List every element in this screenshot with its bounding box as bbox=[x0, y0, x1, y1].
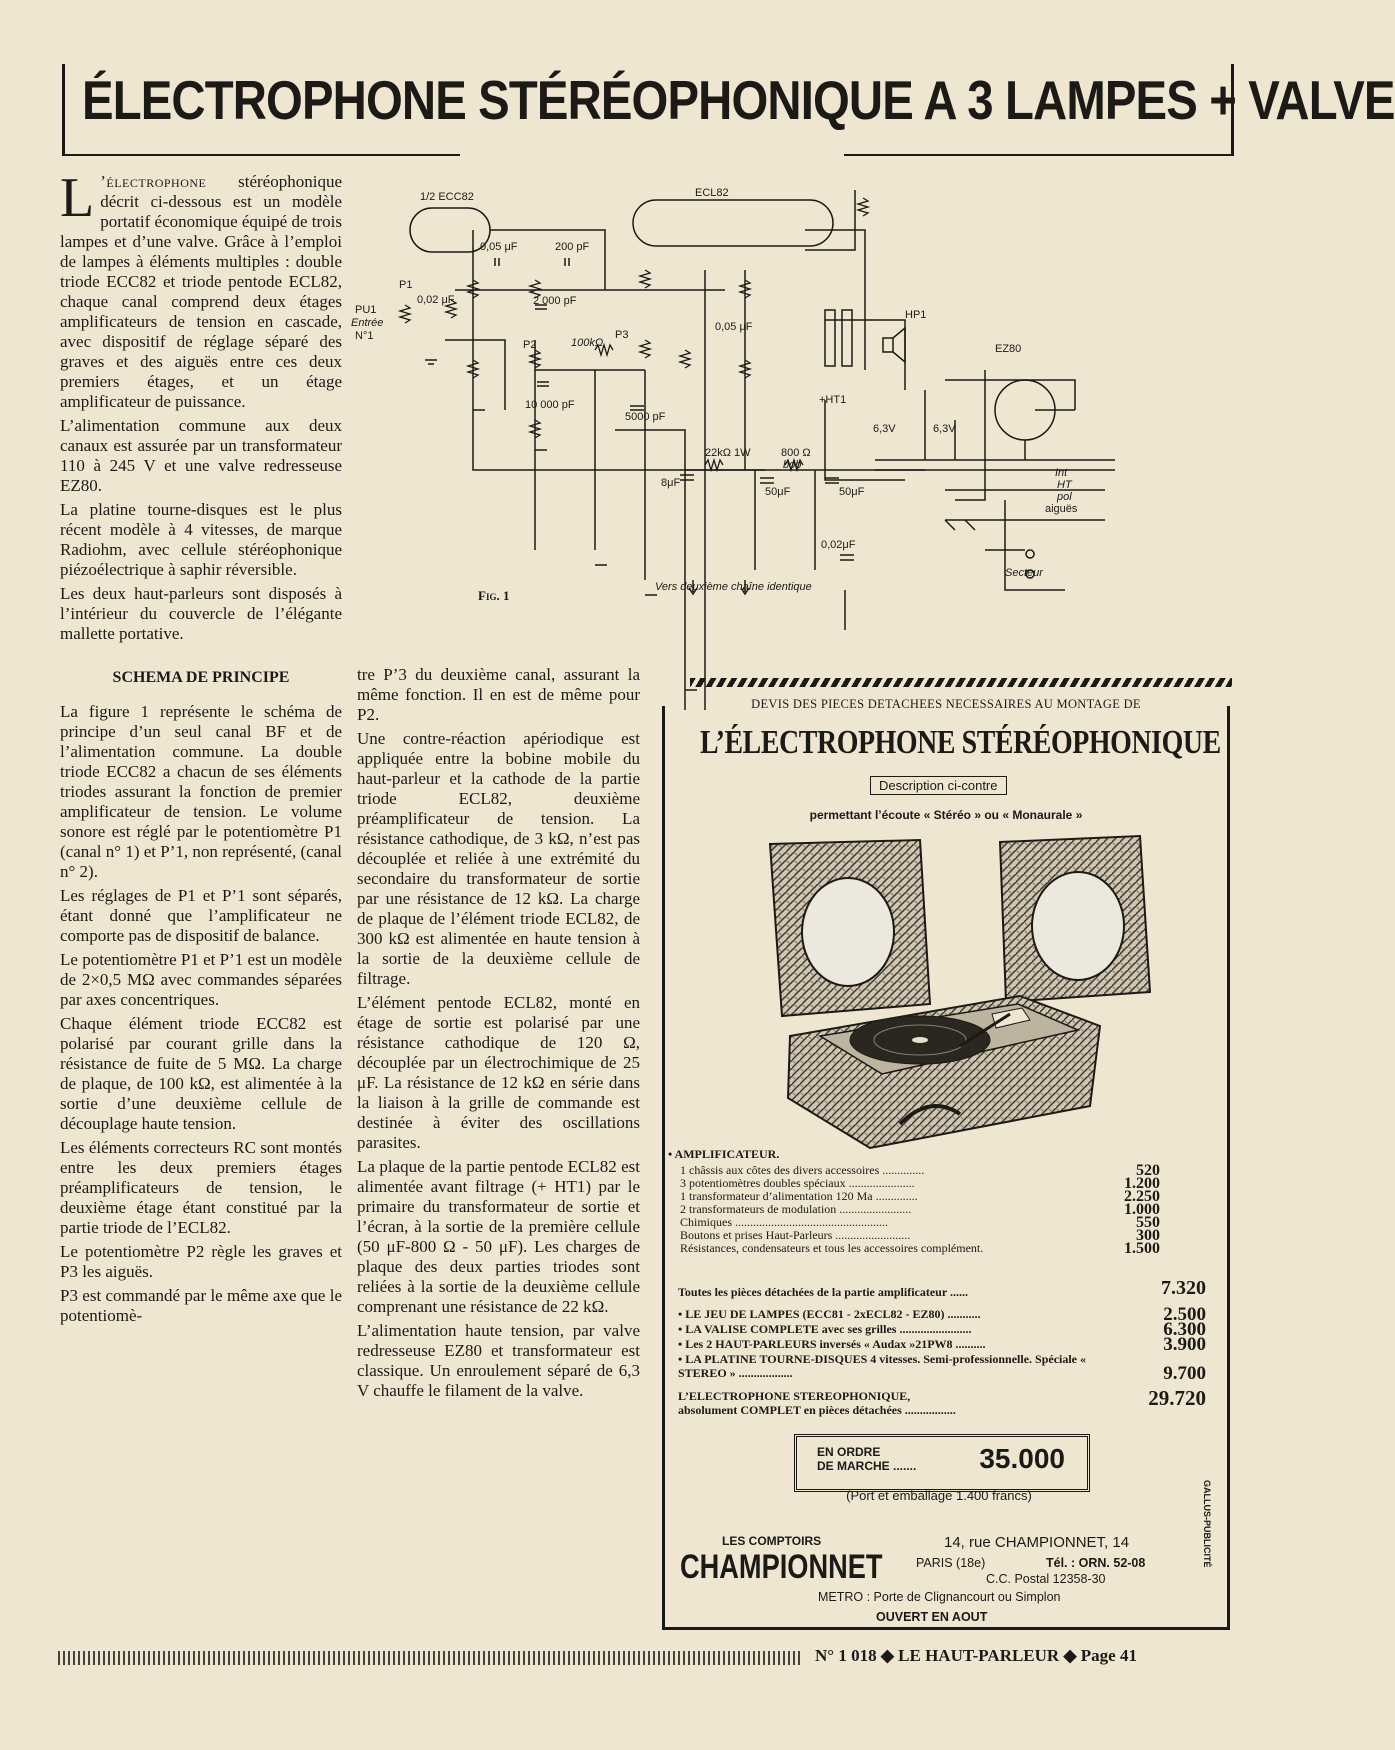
paragraph: Chaque élément triode ECC82 est polarisé par courant grille dans la résistance de fuite de 5 MΩ. La charge de plaque, de 100 kΩ, est alimentée à la sortie d’une deuxième cellule de découplage haute tension. bbox=[60, 1014, 342, 1133]
complete-kit-price: L’ELECTROPHONE STEREOPHONIQUE, absolument COMPLET en pièces détachées ................. 29.720 bbox=[678, 1386, 1206, 1417]
intro-smallcaps: ’électrophone bbox=[100, 172, 207, 191]
price-row: • LA VALISE COMPLETE avec ses grilles ........................ 6.300 bbox=[678, 1319, 1206, 1340]
label-vers: Vers deuxième chaîne identique bbox=[655, 581, 812, 593]
shop-small-label: LES COMPTOIRS bbox=[722, 1534, 822, 1548]
label-c8: 8μF bbox=[661, 477, 681, 489]
footer-issue: N° 1 018 ◆ LE HAUT-PARLEUR ◆ Page 41 bbox=[815, 1646, 1137, 1665]
label-p1: P1 bbox=[399, 279, 413, 291]
record-player-illustration bbox=[760, 836, 1160, 1152]
paragraph: La platine tourne-disques est le plus récent modèle à 4 vitesses, de marque Radiohm, avec cellule stéréophonique piézoélectrique à saphir réversible. bbox=[60, 500, 342, 579]
label-pol: pol bbox=[1057, 491, 1072, 503]
ecl82-label: ECL82 bbox=[695, 187, 729, 199]
label-c50a: 50μF bbox=[765, 486, 791, 498]
address-line: 14, rue CHAMPIONNET, 14 bbox=[944, 1534, 1130, 1551]
paragraph: Une contre-réaction apériodique est appliquée entre la bobine mobile du haut-parleur et la cathode de la partie triode ECL82, deuxième préamplificateur de tension. La résistance cathodique, de 3 kΩ, n’est pas découplée et reliée à une extrémité du secondaire du transformateur de sortie par une résistance de 12 kΩ. La charge de plaque de l’élément triode ECL82, de 300 kΩ est alimentée en haute tension à la sortie de la deuxième cellule de filtrage. bbox=[357, 729, 640, 988]
price-row: • LE JEU DE LAMPES (ECC81 - 2xECL82 - EZ80) ........... 2.500 bbox=[678, 1304, 1206, 1325]
ecc82-tube bbox=[410, 208, 490, 252]
footer-rule bbox=[58, 1651, 803, 1665]
ready-to-use-price-box: EN ORDRE DE MARCHE ....... 35.000 bbox=[794, 1434, 1090, 1492]
label-n1: N°1 bbox=[355, 330, 374, 342]
figure-caption: Fig. 1 bbox=[478, 588, 510, 603]
label-c0005b: 0,05 μF bbox=[715, 321, 753, 333]
ad-agency-credit: GALLUS-PUBLICITÉ bbox=[1202, 1480, 1212, 1568]
shop-info bbox=[680, 1530, 1220, 1624]
paragraph: stéréophonique décrit ci-dessous est un modèle portatif économique équipé de trois lampes et d’une valve. Grâce à l’emploi de lampes à éléments multiples : double triode ECC82 et triode pentode ECL82, chaque canal comprend deux étages amplificateurs de tension en cascade, avec dispositif de réglage séparé des graves et des aiguës entre ces deux premiers étages, et un étage amplificateur de puissance. bbox=[60, 172, 342, 411]
paragraph: Les éléments correcteurs RC sont montés entre les deux premiers étages préamplificateurs de tension, le deuxième étage étant constitué par la partie triode de l’ECL82. bbox=[60, 1138, 342, 1237]
label-ez80: EZ80 bbox=[995, 343, 1022, 355]
paragraph: Le potentiomètre P1 et P’1 est un modèle de 2×0,5 MΩ avec commandes séparées par axes concentriques. bbox=[60, 950, 342, 1009]
label-entree: Entrée bbox=[351, 317, 384, 329]
label-c005: 0,05 μF bbox=[480, 241, 518, 253]
label-bob: bob bbox=[783, 459, 802, 471]
amplifier-parts-list bbox=[668, 1147, 1182, 1268]
label-c5000: 5000 pF bbox=[625, 411, 666, 423]
dropcap: L bbox=[60, 167, 95, 229]
ad-header: DEVIS DES PIECES DETACHEES NECESSAIRES AU MONTAGE DE bbox=[664, 697, 1228, 712]
label-ht1: +HT1 bbox=[819, 394, 847, 406]
price-row: • Les 2 HAUT-PARLEURS inversés « Audax »21PW8 .......... 3.900 bbox=[678, 1334, 1206, 1355]
ecc82-label: 1/2 ECC82 bbox=[420, 191, 474, 203]
article-column-1 bbox=[60, 167, 342, 1330]
phone: Tél. : ORN. 52-08 bbox=[1046, 1556, 1146, 1570]
price-row: 3 potentiomètres doubles spéciaux ...................... 1.200 bbox=[680, 1175, 1160, 1192]
price-row: Toutes les pièces détachées de la partie amplificateur ...... 7.320 bbox=[678, 1277, 1206, 1299]
circuit-schematic bbox=[351, 170, 1245, 660]
address-city: PARIS (18e) bbox=[916, 1556, 986, 1570]
page-title: ÉLECTROPHONE STÉRÉOPHONIQUE A 3 LAMPES + VALVE bbox=[82, 69, 1395, 131]
paragraph: L’alimentation haute tension, par valve redresseuse EZ80 et transformateur est classique. Un enroulement séparé de 6,3 V chauffe le filament de la valve. bbox=[357, 1321, 640, 1400]
price-row: 1 châssis aux côtes des divers accessoires .............. 520 bbox=[680, 1162, 1160, 1179]
label-int: Int bbox=[1055, 467, 1068, 479]
shipping-note: (Port et emballage 1.400 francs) bbox=[846, 1488, 1032, 1503]
paragraph: P3 est commandé par le même axe que le potentiomè- bbox=[60, 1286, 342, 1325]
complete-price: 29.720 bbox=[1148, 1386, 1206, 1410]
parts-price-list bbox=[678, 1277, 1208, 1410]
label-c200: 200 pF bbox=[555, 241, 590, 253]
label-r22k: 22kΩ 1W bbox=[705, 447, 751, 459]
opening-note: OUVERT EN AOUT bbox=[876, 1610, 988, 1624]
paragraph: tre P’3 du deuxième canal, assurant la même fonction. Il en est de même pour P2. bbox=[357, 665, 640, 724]
ad-title: L’ÉLECTROPHONE STÉRÉOPHONIQUE bbox=[700, 724, 1221, 761]
price-row: 1 transformateur d’alimentation 120 Ma .............. 2.250 bbox=[680, 1188, 1160, 1205]
label-secteur: Secteur bbox=[1005, 567, 1043, 579]
paragraph: Le potentiomètre P2 règle les graves et P3 les aiguës. bbox=[60, 1242, 342, 1281]
label-c002b: 0,02μF bbox=[821, 539, 856, 551]
left-speaker-grille bbox=[802, 878, 894, 986]
label-p2: P2 bbox=[523, 339, 537, 351]
ad-description-box: Description ci-contre bbox=[870, 776, 1007, 795]
metro-info: METRO : Porte de Clignancourt ou Simplon bbox=[818, 1590, 1061, 1604]
paragraph: L’alimentation commune aux deux canaux est assurée par un transformateur 110 à 245 V et une valve redresseuse EZ80. bbox=[60, 416, 342, 495]
price-row: 2 transformateurs de modulation ........................ 1.000 bbox=[680, 1201, 1160, 1218]
label-hp1: HP1 bbox=[905, 309, 927, 321]
section-heading: SCHEMA DE PRINCIPE bbox=[112, 669, 290, 686]
label-c002: 0,02 μF bbox=[417, 294, 455, 306]
ad-tagline: permettant l’écoute « Stéréo » ou « Monaurale » bbox=[809, 808, 1083, 822]
price-row: • LA PLATINE TOURNE-DISQUES 4 vitesses. Semi-professionnelle. Spéciale « STEREO » .................. 9.700 bbox=[678, 1352, 1206, 1384]
article-column-2 bbox=[357, 665, 640, 1405]
title-frame-gap bbox=[460, 150, 844, 158]
label-r100k-c: 100kΩ bbox=[571, 337, 604, 349]
label-aigues: aiguës bbox=[1045, 503, 1078, 515]
price-row: Résistances, condensateurs et tous les accessoires complément. 1.500 bbox=[680, 1240, 1160, 1257]
label-pu1: PU1 bbox=[355, 304, 377, 316]
label-63a: 6,3V bbox=[873, 423, 896, 435]
paragraph: L’élément pentode ECL82, monté en étage de sortie est polarisé par une résistance cathodique de 120 Ω, découplée par un électrochimique de 25 μF. La résistance de 12 kΩ en série dans la liaison à la grille de commande est destinée à éviter des oscillations parasites. bbox=[357, 993, 640, 1152]
shop-name: CHAMPIONNET bbox=[680, 1548, 883, 1586]
right-speaker-grille bbox=[1032, 872, 1124, 980]
paragraph: Les deux haut-parleurs sont disposés à l’intérieur du couvercle de l’élégante mallette portative. bbox=[60, 584, 342, 643]
paragraph: Les réglages de P1 et P’1 sont séparés, étant donné que l’amplificateur ne comporte pas de dispositif de balance. bbox=[60, 886, 342, 945]
label-ht: HT bbox=[1057, 479, 1072, 491]
postal-account: C.C. Postal 12358-30 bbox=[986, 1572, 1106, 1586]
price-row: Chimiques ................................................... 550 bbox=[680, 1214, 1160, 1231]
label-c2000: 2 000 pF bbox=[533, 295, 577, 307]
amplifier-heading: • AMPLIFICATEUR. bbox=[668, 1147, 780, 1161]
ad-hatch-border bbox=[690, 678, 1232, 687]
paragraph: La plaque de la partie pentode ECL82 est alimentée avant filtrage (+ HT1) par le primaire du transformateur de sortie et l’écran, à la sortie de la première cellule (50 μF-800 Ω - 50 μF). Les charges de plaque des deux parties triodes sont reliées à la sortie de la deuxième cellule comprenant une résistance de 22 kΩ. bbox=[357, 1157, 640, 1316]
price-row: Boutons et prises Haut-Parleurs ......................... 300 bbox=[680, 1227, 1160, 1244]
paragraph: La figure 1 représente le schéma de principe d’un seul canal BF et de l’alimentation commune. La double triode ECC82 a chacun de ses éléments triodes assurant la fonction de premier amplificateur de tension. Le volume sonore est réglé par le potentiomètre P1 (canal n° 1) et P’1, non représenté, (canal n° 2). bbox=[60, 702, 342, 881]
label-c50b: 50μF bbox=[839, 486, 865, 498]
label-r800: 800 Ω bbox=[781, 447, 811, 459]
label-63b: 6,3V bbox=[933, 423, 956, 435]
ecl82-tube bbox=[633, 200, 833, 246]
label-c10000: 10 000 pF bbox=[525, 399, 575, 411]
ready-price: 35.000 bbox=[979, 1443, 1065, 1474]
label-p3: P3 bbox=[615, 329, 629, 341]
